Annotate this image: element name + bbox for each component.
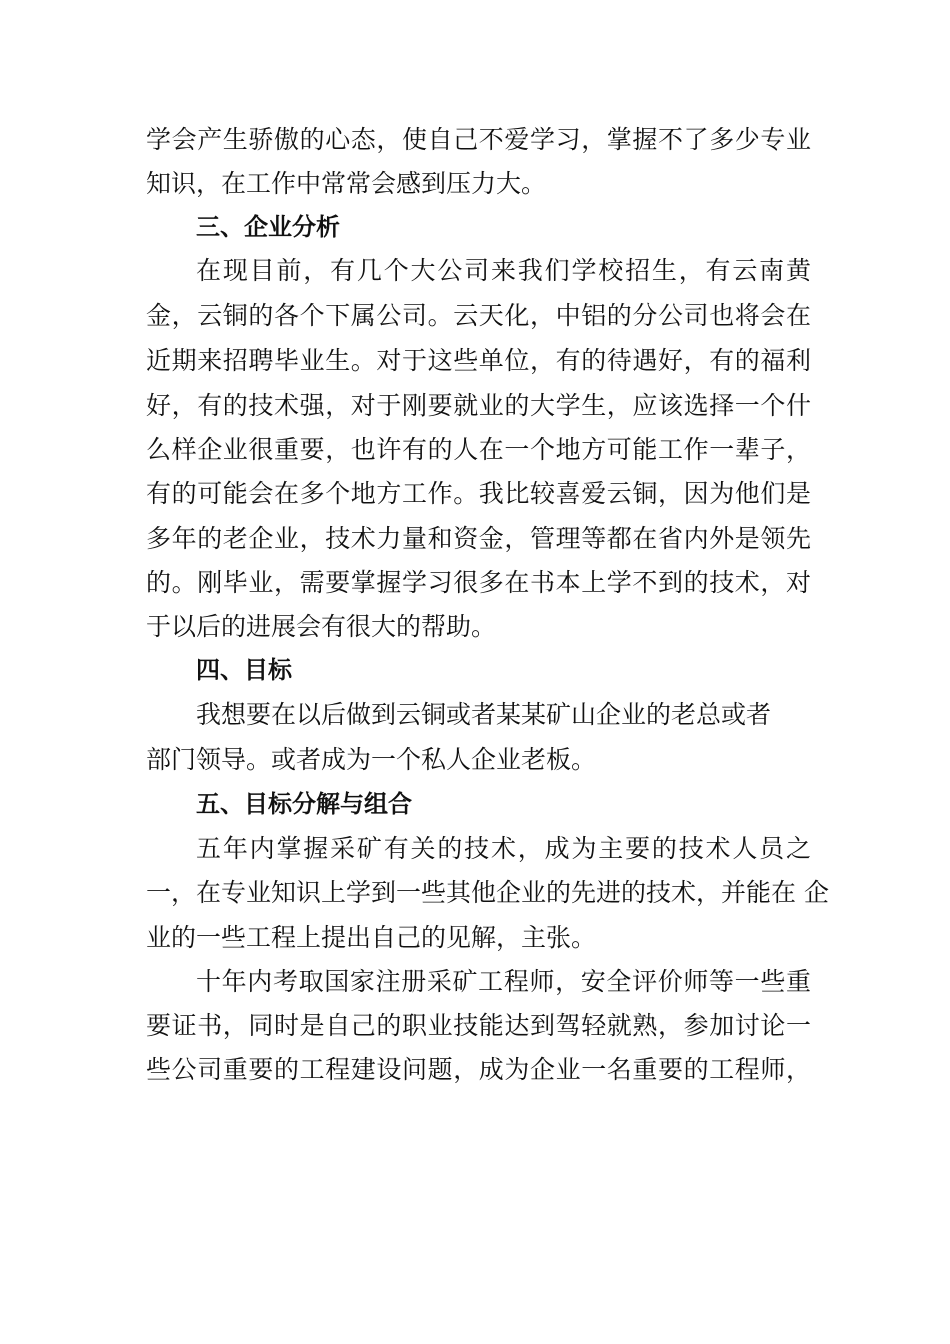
- body-text-line: 部门领导。或者成为一个私人企业老板。: [146, 745, 597, 774]
- body-text-line: 近期来招聘毕业生。对于这些单位，有的待遇好，有的福利: [146, 346, 811, 375]
- body-text-line: 要证书，同时是自己的职业技能达到驾轻就熟，参加讨论一: [146, 1011, 811, 1040]
- body-text-line: 么样企业很重要，也许有的人在一个地方可能工作一辈子，: [146, 435, 811, 464]
- section-heading-goal-breakdown: 五、目标分解与组合: [196, 790, 412, 818]
- body-text-line: 一，在专业知识上学到一些其他企业的先进的技术，并能在 企: [146, 878, 829, 907]
- body-text-line: 的。刚毕业，需要掌握学习很多在书本上学不到的技术，对: [146, 568, 811, 597]
- section-heading-enterprise-analysis: 三、企业分析: [196, 213, 340, 241]
- section-heading-goal: 四、目标: [196, 656, 292, 684]
- body-text-line: 业的一些工程上提出自己的见解，主张。: [146, 923, 597, 952]
- body-text-line: 好，有的技术强，对于刚要就业的大学生，应该选择一个什: [146, 391, 811, 420]
- body-text-line: 于以后的进展会有很大的帮助。: [146, 612, 497, 641]
- body-text-line: 十年内考取国家注册采矿工程师，安全评价师等一些重: [196, 967, 811, 996]
- body-text-line: 我想要在以后做到云铜或者某某矿山企业的老总或者: [196, 700, 772, 729]
- body-text-line: 知识，在工作中常常会感到压力大。: [146, 169, 547, 198]
- body-text-line: 在现目前，有几个大公司来我们学校招生，有云南黄: [196, 256, 811, 285]
- body-text-line: 学会产生骄傲的心态，使自己不爱学习，掌握不了多少专业: [146, 125, 811, 154]
- body-text-line: 多年的老企业，技术力量和资金，管理等都在省内外是领先: [146, 524, 811, 553]
- body-text-line: 有的可能会在多个地方工作。我比较喜爱云铜，因为他们是: [146, 479, 811, 508]
- body-text-line: 五年内掌握采矿有关的技术，成为主要的技术人员之: [196, 834, 811, 863]
- body-text-line: 金，云铜的各个下属公司。云天化，中铝的分公司也将会在: [146, 301, 811, 330]
- body-text-line: 些公司重要的工程建设问题，成为企业一名重要的工程师，: [146, 1055, 811, 1084]
